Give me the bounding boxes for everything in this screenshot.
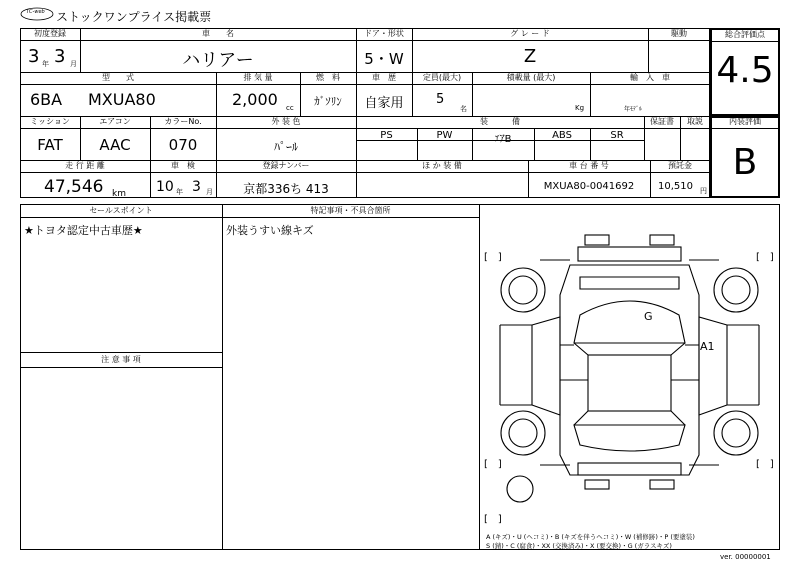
equipment-pw: PW xyxy=(436,130,453,141)
label-other-equipment: ほ か 装 備 xyxy=(422,161,462,170)
label-drive: 駆動 xyxy=(671,29,687,38)
interior-score: B xyxy=(732,142,758,183)
label-deposit: 預託金 xyxy=(668,161,692,170)
label-manual: 取説 xyxy=(687,117,703,126)
displacement-unit: cc xyxy=(286,104,294,112)
version: ver. 00000001 xyxy=(720,553,771,561)
label-aircon: エアコン xyxy=(99,117,131,126)
deposit: 10,510 xyxy=(658,181,693,192)
first-reg-year: 3 xyxy=(28,46,40,67)
legend-line-2: S (錆)・C (腐食)・XX (交換済み)・X (要交換)・G (ガラスキズ) xyxy=(486,542,672,550)
history: 自家用 xyxy=(364,96,404,111)
label-caution: 注 意 事 項 xyxy=(101,355,141,364)
label-first-reg: 初度登録 xyxy=(34,29,66,38)
label-plate: 登録ナンバー xyxy=(262,161,310,170)
label-load: 積載量 (最大) xyxy=(506,73,556,82)
label-capacity: 定員(最大) xyxy=(422,73,462,82)
damage-mark-a1: A1 xyxy=(700,340,715,353)
inspection-month-unit: 月 xyxy=(206,188,213,196)
label-door-shape: ドア・形状 xyxy=(364,29,404,38)
label-grade: グ レ ー ド xyxy=(510,29,550,38)
label-fuel: 燃 料 xyxy=(316,73,340,82)
bracket-top-right: [ ] xyxy=(756,252,774,263)
notes-text: 外装うすい線キズ xyxy=(226,224,314,237)
equipment-ps: PS xyxy=(380,130,393,141)
label-warranty: 保証書 xyxy=(650,117,674,126)
label-displacement: 排 気 量 xyxy=(243,73,273,82)
displacement: 2,000 xyxy=(232,90,278,109)
plate: 京都336ち 413 xyxy=(243,182,329,196)
mission: FAT xyxy=(37,136,63,154)
label-overall-score: 総合評価点 xyxy=(725,30,765,39)
label-model: 型 式 xyxy=(102,73,134,82)
label-history: 車 歴 xyxy=(372,73,396,82)
aircon: AAC xyxy=(99,136,131,154)
inspection-year-unit: 年 xyxy=(176,188,183,196)
car-name: ハリアー xyxy=(182,50,254,71)
model-year-label: 年ﾓﾃﾞﾙ xyxy=(624,106,643,113)
mileage-unit: km xyxy=(112,189,126,199)
page-title: ストックワンプライス掲載票 xyxy=(56,10,212,24)
chassis-no: MXUA80-0041692 xyxy=(543,181,635,192)
logo xyxy=(20,6,54,20)
label-mission: ミッション xyxy=(30,117,70,126)
model: MXUA80 xyxy=(88,90,156,109)
year-unit: 年 xyxy=(42,60,49,68)
ext-color: ﾊﾟｰﾙ xyxy=(273,140,298,154)
bracket-top-left: [ ] xyxy=(484,252,502,263)
label-chassis-no: 車 台 番 号 xyxy=(569,161,609,170)
label-import: 輸 入 車 xyxy=(630,73,670,82)
capacity: 5 xyxy=(436,92,445,107)
grade: Z xyxy=(523,46,537,67)
label-color-no: カラーNo. xyxy=(164,117,202,126)
label-mileage: 走 行 距 離 xyxy=(65,161,105,170)
capacity-unit: 名 xyxy=(460,105,467,113)
label-ext-color: 外 装 色 xyxy=(271,117,301,126)
label-car-name: 車 名 xyxy=(202,29,234,38)
color-no: 070 xyxy=(168,136,198,154)
month-unit: 月 xyxy=(70,60,77,68)
legend-line-1: A (キズ)・U (ヘコミ)・B (キズを伴うヘコミ)・W (補修跡)・P (要塗装) xyxy=(486,533,695,541)
label-equipment: 装 備 xyxy=(480,117,520,126)
car-damage-diagram xyxy=(480,205,779,530)
model-prefix: 6BA xyxy=(30,90,63,109)
first-reg-month: 3 xyxy=(54,46,66,67)
bracket-bottom-left: [ ] xyxy=(484,459,502,470)
label-inspection: 車 検 xyxy=(171,161,195,170)
sales-point-text: ★トヨタ認定中古車歴★ xyxy=(24,224,143,237)
label-notes: 特記事項・不具合箇所 xyxy=(310,206,391,215)
door-shape: 5・W xyxy=(364,50,404,68)
bracket-bottom-right: [ ] xyxy=(756,459,774,470)
bracket-bottom-small: [ ] xyxy=(484,514,502,525)
inspection-month: 3 xyxy=(192,179,201,195)
mileage: 47,546 xyxy=(44,177,104,197)
overall-score: 4.5 xyxy=(716,50,774,91)
deposit-unit: 円 xyxy=(700,187,707,195)
label-sales-point: セールスポイント xyxy=(89,206,153,215)
equipment-abs: ABS xyxy=(552,130,572,141)
damage-mark-g: G xyxy=(644,310,653,323)
equipment-sr: SR xyxy=(610,130,624,141)
equipment-airbag: ｴｱB xyxy=(494,134,512,145)
load-unit: Kg xyxy=(575,104,585,112)
logo-text: TC-web xyxy=(26,9,45,15)
label-interior-score: 内装評価 xyxy=(729,117,761,126)
inspection-year: 10 xyxy=(156,179,174,195)
fuel: ｶﾞｿﾘﾝ xyxy=(314,95,342,108)
